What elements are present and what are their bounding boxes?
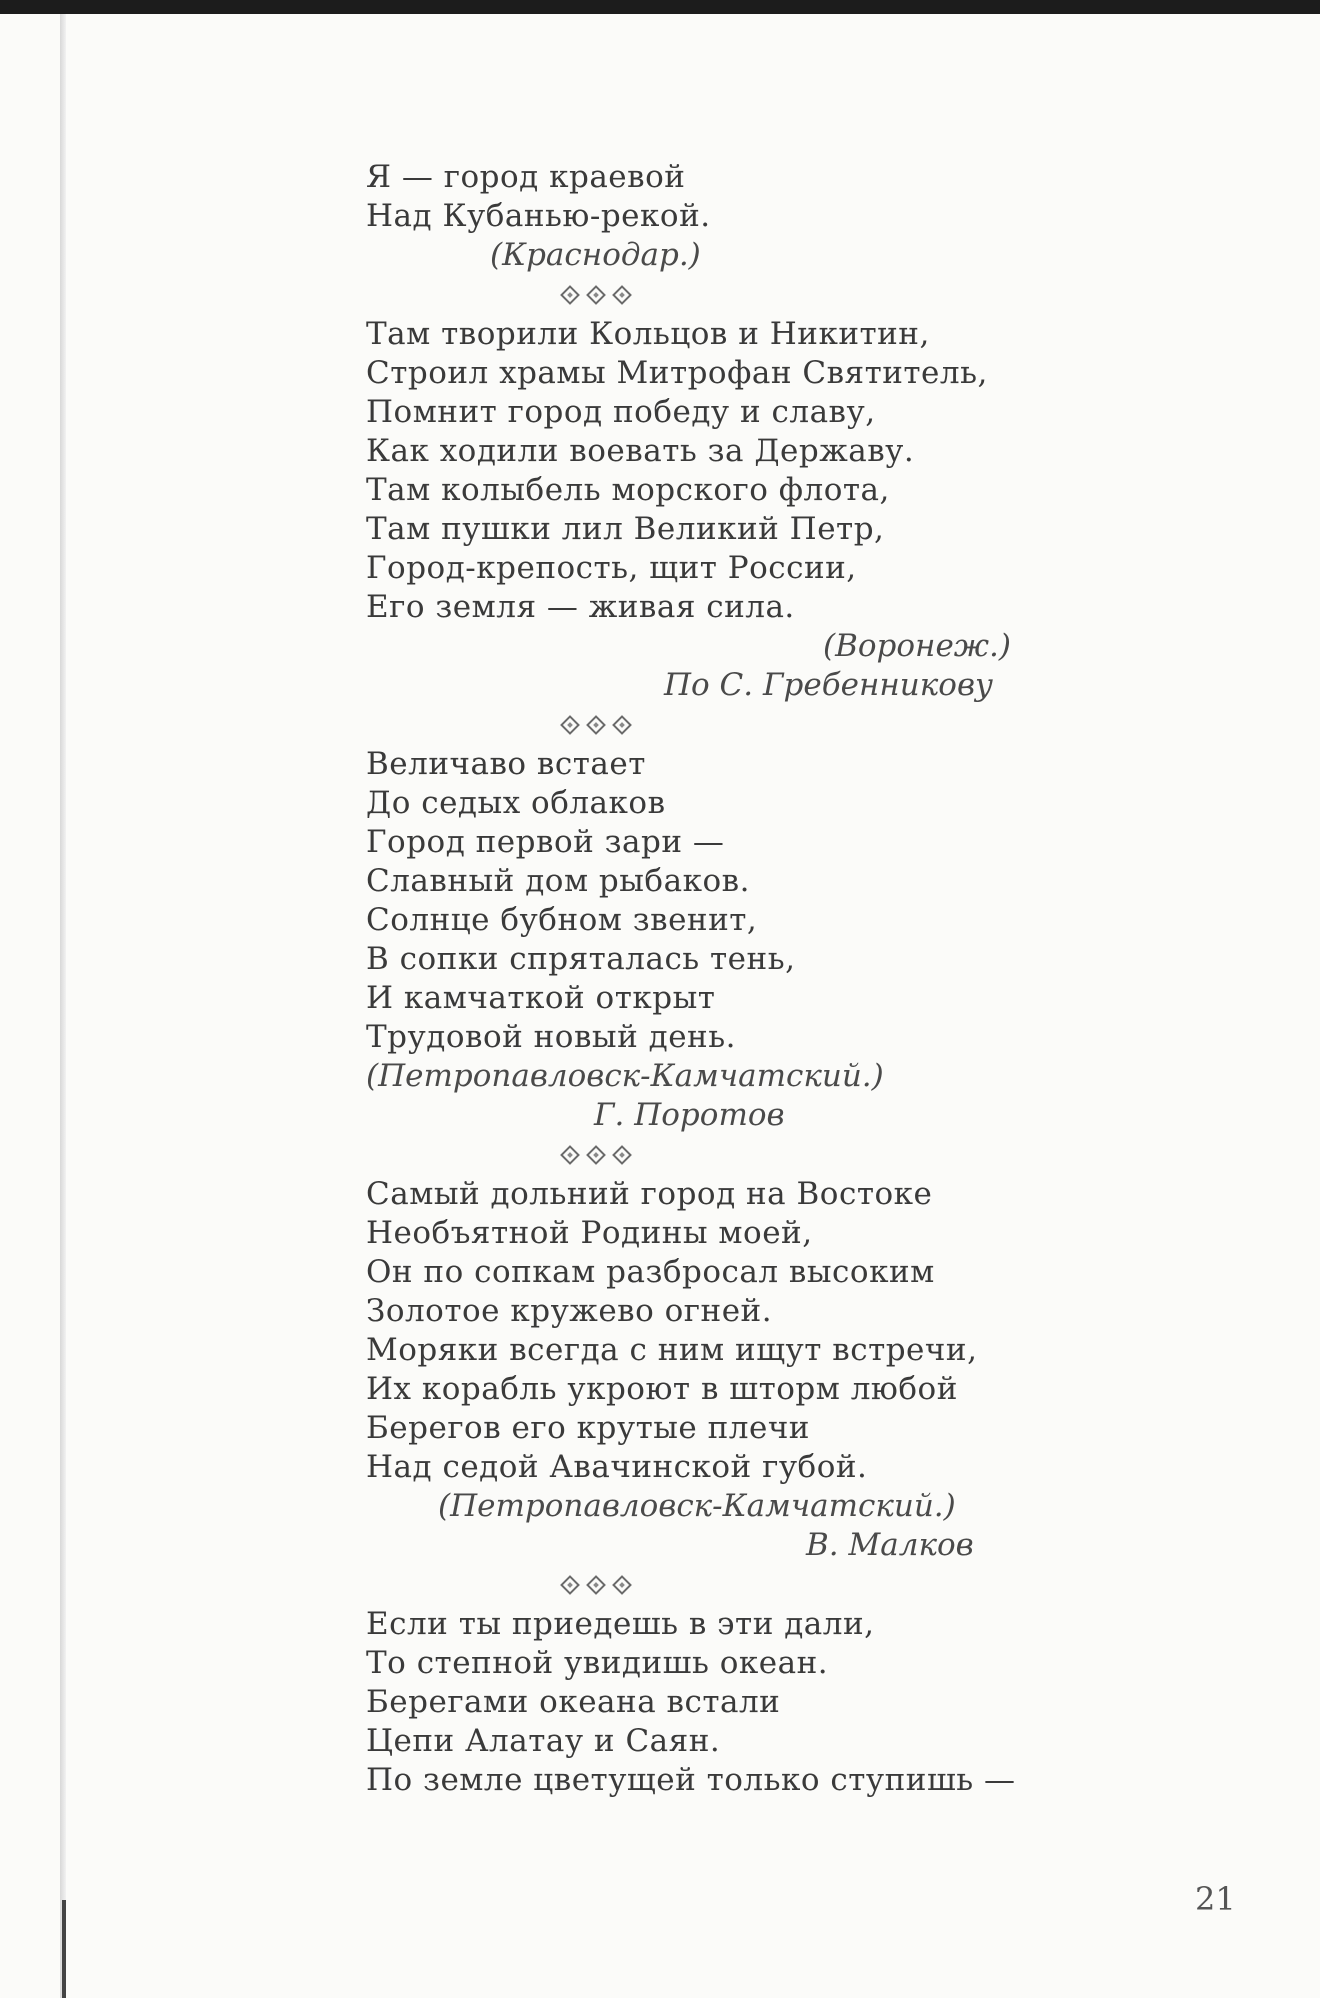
poem-1 <box>366 158 1066 275</box>
diamond-ornament-icon <box>612 1575 632 1595</box>
poem-line: Необъятной Родины моей, <box>366 1215 813 1251</box>
poem-line: По земле цветущей только ступишь — <box>366 1762 1016 1798</box>
poem-line: Славный дом рыбаков. <box>366 863 750 899</box>
poem-line: В сопки спряталась тень, <box>366 941 796 977</box>
poem-author: В. Малков <box>806 1527 974 1563</box>
diamond-ornament-icon <box>560 1145 580 1165</box>
diamond-ornament-icon <box>560 1575 580 1595</box>
poem-line: До седых облаков <box>366 785 666 821</box>
poem-line: Как ходили воевать за Державу. <box>366 433 915 469</box>
poem-line: Золотое кружево огней. <box>366 1293 773 1329</box>
riddle-answer: (Петропавловск-Камчатский.) <box>438 1488 956 1524</box>
diamond-ornament-icon <box>612 715 632 735</box>
poem-line: Там творили Кольцов и Никитин, <box>366 316 930 352</box>
riddle-answer: (Петропавловск-Камчатский.) <box>366 1058 884 1094</box>
poem-line: Помнит город победу и славу, <box>366 394 876 430</box>
poem-line: Я — город краевой <box>366 159 686 195</box>
poem-author: По С. Гребенникову <box>664 667 993 703</box>
page-top-edge <box>0 0 1320 14</box>
diamond-ornament-icon <box>612 1145 632 1165</box>
poem-line: Если ты приедешь в эти дали, <box>366 1606 875 1642</box>
poem-line: Величаво встает <box>366 746 646 782</box>
poem-line: Он по сопкам разбросал высоким <box>366 1254 935 1290</box>
diamond-ornament-icon <box>586 285 606 305</box>
poem-line: Над седой Авачинской губой. <box>366 1449 868 1485</box>
diamond-ornament-icon <box>586 1575 606 1595</box>
poem-line: Над Кубанью-рекой. <box>366 198 711 234</box>
section-separator <box>366 275 1066 315</box>
poem-line: Там колыбель морского флота, <box>366 472 890 508</box>
poem-4 <box>366 1175 1066 1565</box>
page-number: 21 <box>1195 1880 1236 1918</box>
page-content <box>366 158 1066 1800</box>
poem-line: Берегов его крутые плечи <box>366 1410 810 1446</box>
riddle-answer: (Воронеж.) <box>823 628 1011 664</box>
poem-line: Солнце бубном звенит, <box>366 902 758 938</box>
diamond-ornament-icon <box>560 285 580 305</box>
poem-line: Строил храмы Митрофан Святитель, <box>366 355 988 391</box>
diamond-ornament-icon <box>560 715 580 735</box>
page-binding-shadow <box>62 1900 66 1998</box>
poem-line: Его земля — живая сила. <box>366 589 795 625</box>
poem-5 <box>366 1605 1066 1800</box>
poem-line: Цепи Алатау и Саян. <box>366 1723 721 1759</box>
diamond-ornament-icon <box>586 1145 606 1165</box>
poem-line: Самый дольний город на Востоке <box>366 1176 933 1212</box>
poem-line: Город-крепость, щит России, <box>366 550 857 586</box>
poem-line: Город первой зари — <box>366 824 725 860</box>
poem-line: Их корабль укроют в шторм любой <box>366 1371 958 1407</box>
diamond-ornament-icon <box>586 715 606 735</box>
poem-line: Трудовой новый день. <box>366 1019 736 1055</box>
poem-line: Моряки всегда с ним ищут встречи, <box>366 1332 978 1368</box>
diamond-ornament-icon <box>612 285 632 305</box>
poem-line: То степной увидишь океан. <box>366 1645 829 1681</box>
section-separator <box>366 1135 1066 1175</box>
poem-author: Г. Поротов <box>594 1097 785 1133</box>
poem-2 <box>366 315 1066 705</box>
riddle-answer: (Краснодар.) <box>490 237 701 273</box>
page-binding-edge <box>60 14 66 1998</box>
section-separator <box>366 705 1066 745</box>
poem-3 <box>366 745 1066 1135</box>
poem-line: И камчаткой открыт <box>366 980 716 1016</box>
poem-line: Берегами океана встали <box>366 1684 781 1720</box>
section-separator <box>366 1565 1066 1605</box>
poem-line: Там пушки лил Великий Петр, <box>366 511 885 547</box>
